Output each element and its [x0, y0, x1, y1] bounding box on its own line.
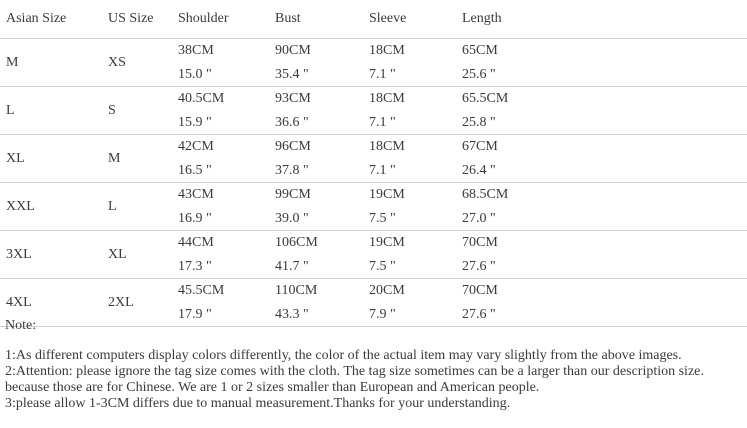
sleeve-in-cell: 7.5 ": [369, 259, 396, 274]
table-row: [0, 86, 747, 135]
us-size-cell: S: [108, 103, 116, 118]
us-size-cell: 2XL: [108, 295, 134, 310]
sleeve-cm-cell: 20CM: [369, 283, 405, 298]
bust-cm-cell: 106CM: [275, 235, 318, 250]
sleeve-in-cell: 7.9 ": [369, 307, 396, 322]
length-in-cell: 26.4 ": [462, 163, 496, 178]
note-line: 1:As different computers display colors differently, the color of the actual item may vary slightly from the above images.: [5, 348, 682, 363]
bust-in-cell: 35.4 ": [275, 67, 309, 82]
shoulder-cm-cell: 38CM: [178, 43, 214, 58]
sleeve-in-cell: 7.1 ": [369, 67, 396, 82]
length-in-cell: 25.8 ": [462, 115, 496, 130]
header-us-size: US Size: [108, 11, 154, 26]
length-in-cell: 25.6 ": [462, 67, 496, 82]
shoulder-in-cell: 16.9 ": [178, 211, 212, 226]
shoulder-cm-cell: 44CM: [178, 235, 214, 250]
header-sleeve: Sleeve: [369, 11, 407, 26]
bust-in-cell: 41.7 ": [275, 259, 309, 274]
sleeve-cm-cell: 19CM: [369, 187, 405, 202]
bust-in-cell: 37.8 ": [275, 163, 309, 178]
table-row: [0, 230, 747, 279]
notes-title: Note:: [5, 318, 37, 333]
bust-cm-cell: 96CM: [275, 139, 311, 154]
notes-section: [5, 318, 745, 412]
length-cm-cell: 70CM: [462, 235, 498, 250]
shoulder-in-cell: 15.9 ": [178, 115, 212, 130]
sleeve-cm-cell: 18CM: [369, 139, 405, 154]
asian-size-cell: XXL: [6, 199, 35, 214]
asian-size-cell: L: [6, 103, 15, 118]
sleeve-cm-cell: 18CM: [369, 91, 405, 106]
asian-size-cell: 4XL: [6, 295, 32, 310]
length-in-cell: 27.0 ": [462, 211, 496, 226]
sleeve-in-cell: 7.1 ": [369, 163, 396, 178]
header-asian-size: Asian Size: [6, 11, 67, 26]
sleeve-in-cell: 7.1 ": [369, 115, 396, 130]
shoulder-in-cell: 17.3 ": [178, 259, 212, 274]
shoulder-in-cell: 17.9 ": [178, 307, 212, 322]
length-cm-cell: 67CM: [462, 139, 498, 154]
note-line: 3:please allow 1-3CM differs due to manual measurement.Thanks for your understanding.: [5, 396, 511, 411]
bust-in-cell: 36.6 ": [275, 115, 309, 130]
bust-cm-cell: 110CM: [275, 283, 318, 298]
length-cm-cell: 65.5CM: [462, 91, 509, 106]
bust-cm-cell: 99CM: [275, 187, 311, 202]
us-size-cell: L: [108, 199, 117, 214]
bust-cm-cell: 93CM: [275, 91, 311, 106]
length-cm-cell: 68.5CM: [462, 187, 509, 202]
bust-in-cell: 43.3 ": [275, 307, 309, 322]
asian-size-cell: XL: [6, 151, 25, 166]
us-size-cell: XL: [108, 247, 127, 262]
table-row: [0, 182, 747, 231]
header-shoulder: Shoulder: [178, 11, 229, 26]
sleeve-cm-cell: 18CM: [369, 43, 405, 58]
shoulder-cm-cell: 45.5CM: [178, 283, 225, 298]
length-in-cell: 27.6 ": [462, 307, 496, 322]
us-size-cell: M: [108, 151, 121, 166]
sleeve-cm-cell: 19CM: [369, 235, 405, 250]
shoulder-cm-cell: 40.5CM: [178, 91, 225, 106]
bust-cm-cell: 90CM: [275, 43, 311, 58]
bust-in-cell: 39.0 ": [275, 211, 309, 226]
length-cm-cell: 65CM: [462, 43, 498, 58]
note-line: because those are for Chinese. We are 1 or 2 sizes smaller than European and American people.: [5, 380, 540, 395]
shoulder-cm-cell: 42CM: [178, 139, 214, 154]
header-length: Length: [462, 11, 502, 26]
header-bust: Bust: [275, 11, 301, 26]
sleeve-in-cell: 7.5 ": [369, 211, 396, 226]
asian-size-cell: M: [6, 55, 19, 70]
asian-size-cell: 3XL: [6, 247, 32, 262]
shoulder-in-cell: 15.0 ": [178, 67, 212, 82]
note-line: 2:Attention: please ignore the tag size comes with the cloth. The tag size sometimes can be a larger than our description size.: [5, 364, 704, 379]
table-row: [0, 134, 747, 183]
table-header-row: [0, 0, 747, 39]
table-row: [0, 38, 747, 87]
shoulder-cm-cell: 43CM: [178, 187, 214, 202]
length-cm-cell: 70CM: [462, 283, 498, 298]
shoulder-in-cell: 16.5 ": [178, 163, 212, 178]
us-size-cell: XS: [108, 55, 126, 70]
length-in-cell: 27.6 ": [462, 259, 496, 274]
